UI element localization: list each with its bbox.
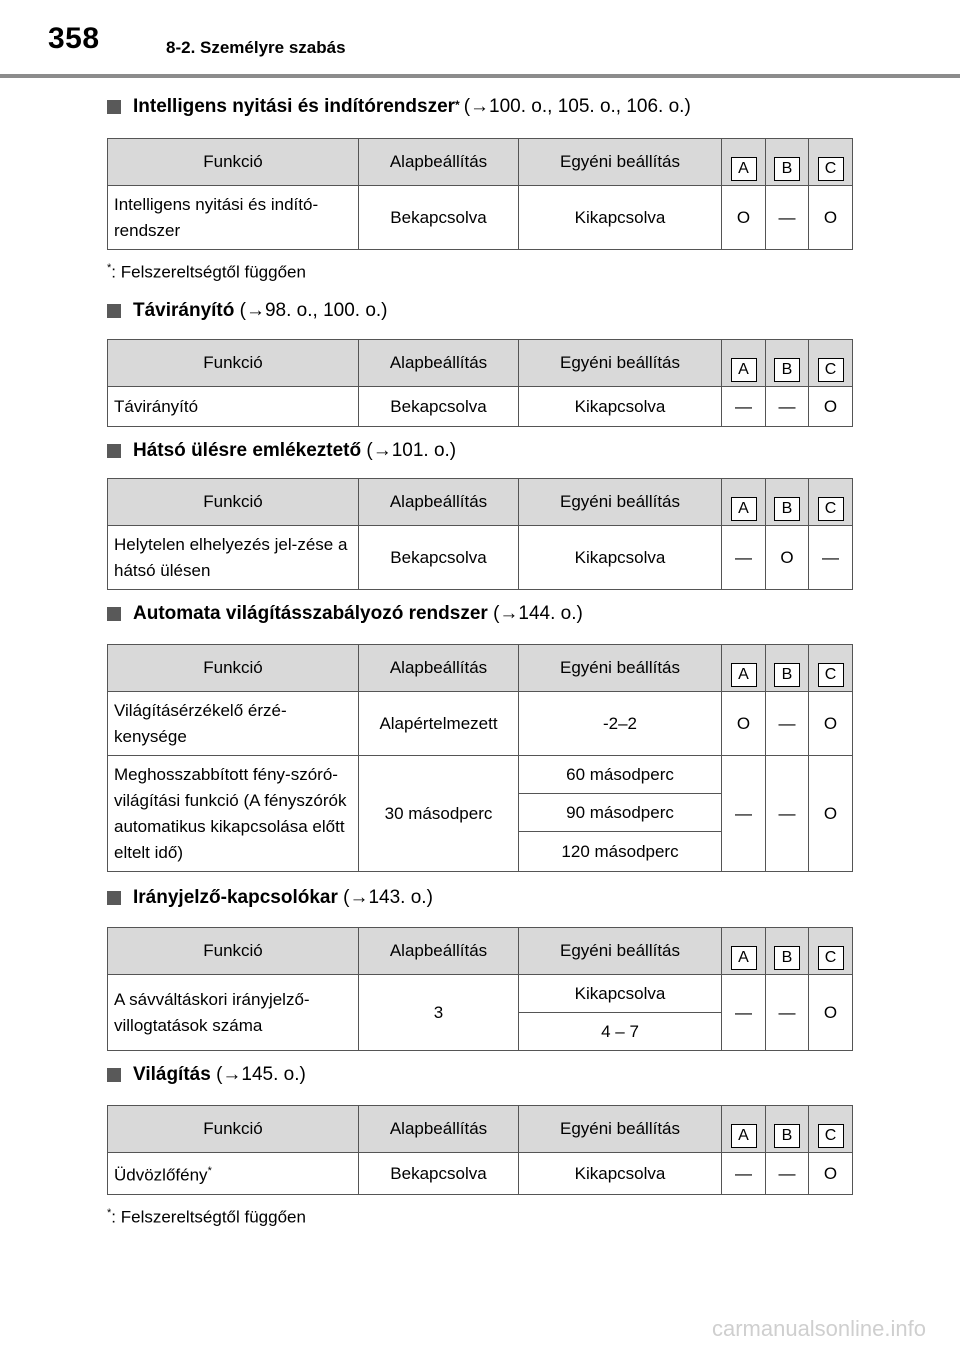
default-cell: Alapértelmezett [359, 692, 519, 756]
col-header-c: C [818, 1124, 844, 1148]
cell-b: — [766, 975, 809, 1051]
custom-cell: Kikapcsolva [519, 526, 722, 590]
bullet-square-icon [107, 304, 121, 318]
cell-a: — [722, 387, 766, 427]
watermark: carmanualsonline.info [711, 1316, 926, 1341]
col-header-b: B [774, 358, 800, 382]
col-header-b: B [774, 663, 800, 687]
col-header-c: C [818, 946, 844, 970]
col-header-function: Funkció [108, 340, 359, 387]
col-header-a: A [731, 497, 757, 521]
col-header-custom: Egyéni beállítás [519, 139, 722, 186]
custom-cell: Kikapcsolva [519, 186, 722, 250]
cell-a: — [722, 975, 766, 1051]
footnote-marker: * [455, 98, 460, 112]
table-header-row [108, 645, 853, 692]
header-divider [0, 74, 960, 78]
table-row [108, 526, 853, 590]
col-header-c: C [818, 663, 844, 687]
col-header-c: C [818, 358, 844, 382]
col-header-default: Alapbeállítás [359, 139, 519, 186]
bullet-square-icon [107, 444, 121, 458]
settings-table-auto-light [107, 644, 853, 872]
col-header-function: Funkció [108, 1106, 359, 1153]
page-header [0, 0, 960, 80]
cell-a: — [722, 756, 766, 872]
section-title: Automata világításszabályozó rendszer [133, 603, 488, 624]
function-cell: Üdvözlőfény* [108, 1153, 359, 1195]
col-header-a: A [731, 157, 757, 181]
cell-b: — [766, 1153, 809, 1195]
cell-a: — [722, 1153, 766, 1195]
bullet-square-icon [107, 1068, 121, 1082]
section-title: Intelligens nyitási és indítórendszer [133, 96, 456, 117]
page-reference: (→98. o., 100. o.) [239, 300, 388, 321]
custom-option-cell: 4 – 7 [519, 1013, 722, 1051]
page-reference: (→101. o.) [366, 440, 457, 461]
bullet-square-icon [107, 891, 121, 905]
cell-b: — [766, 756, 809, 872]
col-header-function: Funkció [108, 139, 359, 186]
table-header-row [108, 928, 853, 975]
cell-b: — [766, 186, 809, 250]
table-row [108, 1153, 853, 1195]
section-title: Irányjelző-kapcsolókar [133, 887, 338, 908]
table-row [108, 186, 853, 250]
col-header-a: A [731, 946, 757, 970]
settings-table-rear-seat [107, 478, 853, 590]
col-header-function: Funkció [108, 928, 359, 975]
settings-table-remote [107, 339, 853, 427]
custom-cell: Kikapcsolva [519, 387, 722, 427]
col-header-b: B [774, 497, 800, 521]
custom-cell: Kikapcsolva [519, 1153, 722, 1195]
default-cell: 3 [359, 975, 519, 1051]
cell-c: O [809, 186, 853, 250]
footnote: *: Felszereltségtől függően [107, 1207, 306, 1227]
custom-option-cell: 90 másodperc [519, 794, 722, 832]
bullet-square-icon [107, 100, 121, 114]
function-cell: Helytelen elhelyezés jel-zése a hátsó ülésen [108, 526, 359, 590]
col-header-default: Alapbeállítás [359, 645, 519, 692]
custom-cell: -2–2 [519, 692, 722, 756]
custom-option-cell: Kikapcsolva [519, 975, 722, 1013]
page-number: 358 [48, 22, 100, 55]
cell-c: O [809, 1153, 853, 1195]
cell-c: O [809, 756, 853, 872]
col-header-b: B [774, 1124, 800, 1148]
table-row [108, 756, 853, 794]
table-row [108, 975, 853, 1013]
table-header-row [108, 1106, 853, 1153]
cell-c: O [809, 692, 853, 756]
section-heading-turn-signal [107, 887, 433, 909]
col-header-default: Alapbeállítás [359, 1106, 519, 1153]
cell-c: — [809, 526, 853, 590]
section-heading-auto-light [107, 603, 583, 625]
col-header-a: A [731, 1124, 757, 1148]
col-header-custom: Egyéni beállítás [519, 645, 722, 692]
section-heading-lighting [107, 1064, 306, 1086]
col-header-a: A [731, 358, 757, 382]
section-heading-remote [107, 300, 388, 322]
section-heading-smart-entry [107, 96, 691, 118]
function-cell: Meghosszabbított fény-szóró-világítási funkció (A fényszórók automatikus kikapcsolása előtt eltelt idő) [108, 756, 359, 872]
function-cell: Világításérzékelő érzé-kenysége [108, 692, 359, 756]
table-header-row [108, 139, 853, 186]
col-header-c: C [818, 157, 844, 181]
col-header-default: Alapbeállítás [359, 479, 519, 526]
page-reference: (→145. o.) [216, 1064, 306, 1085]
chapter-title: 8-2. Személyre szabás [166, 38, 346, 57]
default-cell: Bekapcsolva [359, 387, 519, 427]
col-header-default: Alapbeállítás [359, 928, 519, 975]
cell-b: O [766, 526, 809, 590]
default-cell: Bekapcsolva [359, 186, 519, 250]
function-cell: Intelligens nyitási és indító-rendszer [108, 186, 359, 250]
cell-c: O [809, 387, 853, 427]
default-cell: Bekapcsolva [359, 1153, 519, 1195]
col-header-b: B [774, 946, 800, 970]
section-heading-rear-seat [107, 440, 456, 462]
bullet-square-icon [107, 607, 121, 621]
col-header-default: Alapbeállítás [359, 340, 519, 387]
col-header-c: C [818, 497, 844, 521]
cell-b: — [766, 387, 809, 427]
function-cell: A sávváltáskori irányjelző-villogtatások száma [108, 975, 359, 1051]
cell-b: — [766, 692, 809, 756]
custom-option-cell: 120 másodperc [519, 832, 722, 872]
custom-option-cell: 60 másodperc [519, 756, 722, 794]
footnote: *: Felszereltségtől függően [107, 262, 306, 282]
table-header-row [108, 479, 853, 526]
col-header-custom: Egyéni beállítás [519, 928, 722, 975]
cell-a: O [722, 186, 766, 250]
page-reference: (→100. o., 105. o., 106. o.) [463, 96, 691, 117]
col-header-b: B [774, 157, 800, 181]
settings-table-smart-entry [107, 138, 853, 250]
col-header-a: A [731, 663, 757, 687]
settings-table-turn-signal [107, 927, 853, 1051]
col-header-custom: Egyéni beállítás [519, 479, 722, 526]
table-header-row [108, 340, 853, 387]
table-row [108, 692, 853, 756]
settings-table-lighting [107, 1105, 853, 1195]
cell-a: O [722, 692, 766, 756]
cell-a: — [722, 526, 766, 590]
page-reference: (→143. o.) [343, 887, 433, 908]
cell-c: O [809, 975, 853, 1051]
section-title: Hátsó ülésre emlékeztető [133, 440, 362, 461]
col-header-custom: Egyéni beállítás [519, 1106, 722, 1153]
table-row [108, 387, 853, 427]
col-header-function: Funkció [108, 479, 359, 526]
col-header-function: Funkció [108, 645, 359, 692]
function-cell: Távirányító [108, 387, 359, 427]
col-header-custom: Egyéni beállítás [519, 340, 722, 387]
default-cell: Bekapcsolva [359, 526, 519, 590]
page-reference: (→144. o.) [493, 603, 583, 624]
section-title: Távirányító [133, 300, 235, 321]
default-cell: 30 másodperc [359, 756, 519, 872]
section-title: Világítás [133, 1064, 211, 1085]
